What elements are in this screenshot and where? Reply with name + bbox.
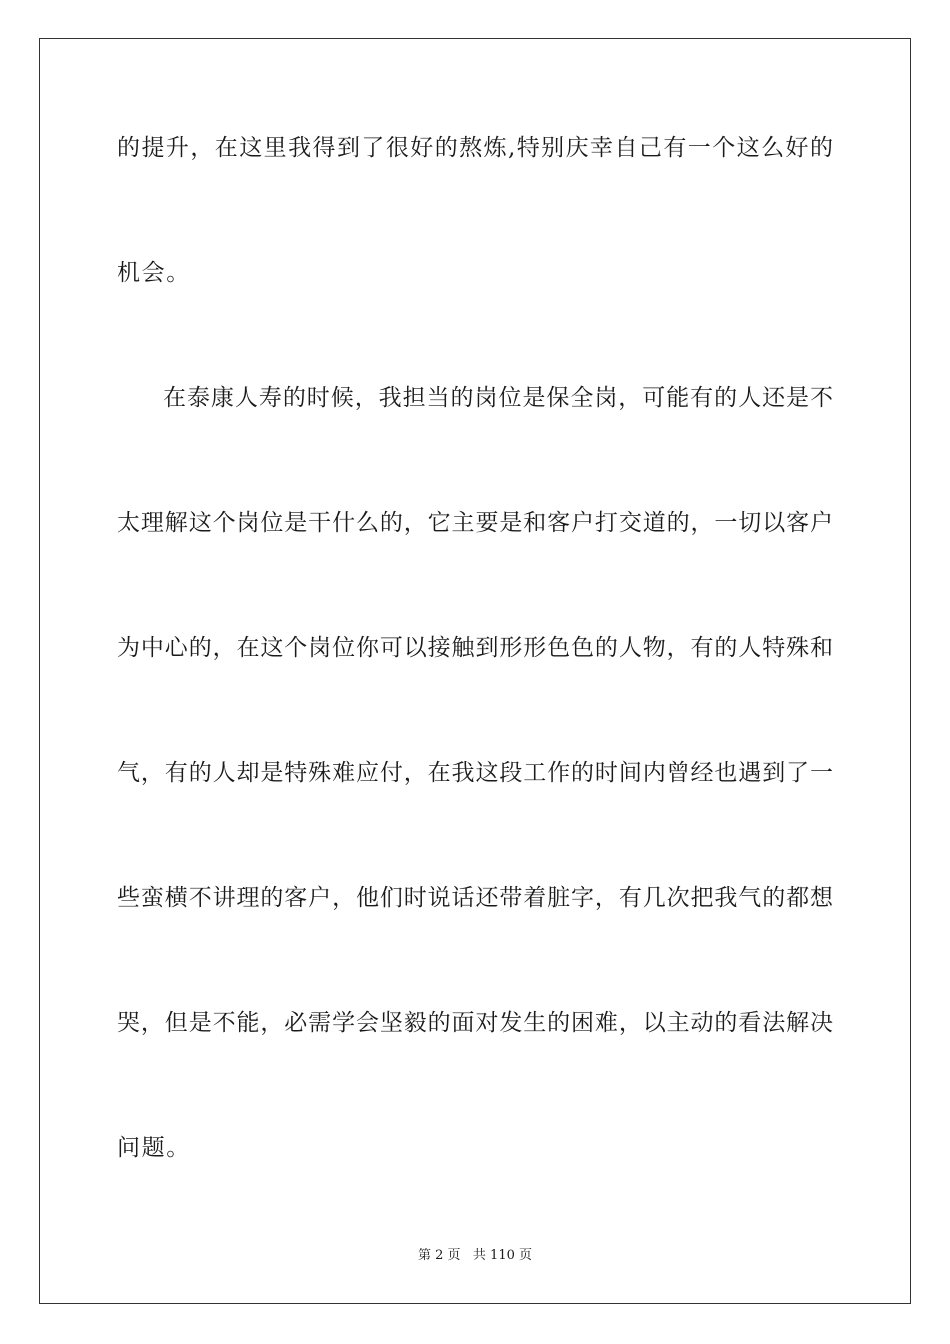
paragraph-line-5: 为中心的，在这个岗位你可以接触到形形色色的人物，有的人特殊和 (117, 635, 833, 661)
page-border (39, 38, 911, 1304)
paragraph-line-9: 问题。 (117, 1135, 191, 1161)
paragraph-line-1: 的提升，在这里我得到了很好的熬炼,特别庆幸自己有一个这么好的 (117, 135, 833, 161)
paragraph-line-6: 气，有的人却是特殊难应付，在我这段工作的时间内曾经也遇到了一 (117, 760, 833, 786)
paragraph-line-7: 些蛮横不讲理的客户，他们时说话还带着脏字，有几次把我气的都想 (117, 885, 833, 911)
page-number-footer: 第 2 页 共 110 页 (417, 1248, 532, 1263)
paragraph-line-8: 哭，但是不能，必需学会坚毅的面对发生的困难，以主动的看法解决 (117, 1010, 833, 1036)
paragraph-line-3: 在泰康人寿的时候，我担当的岗位是保全岗，可能有的人还是不 (163, 385, 833, 411)
paragraph-line-2: 机会。 (117, 260, 191, 286)
paragraph-line-4: 太理解这个岗位是干什么的，它主要是和客户打交道的，一切以客户 (117, 510, 833, 536)
